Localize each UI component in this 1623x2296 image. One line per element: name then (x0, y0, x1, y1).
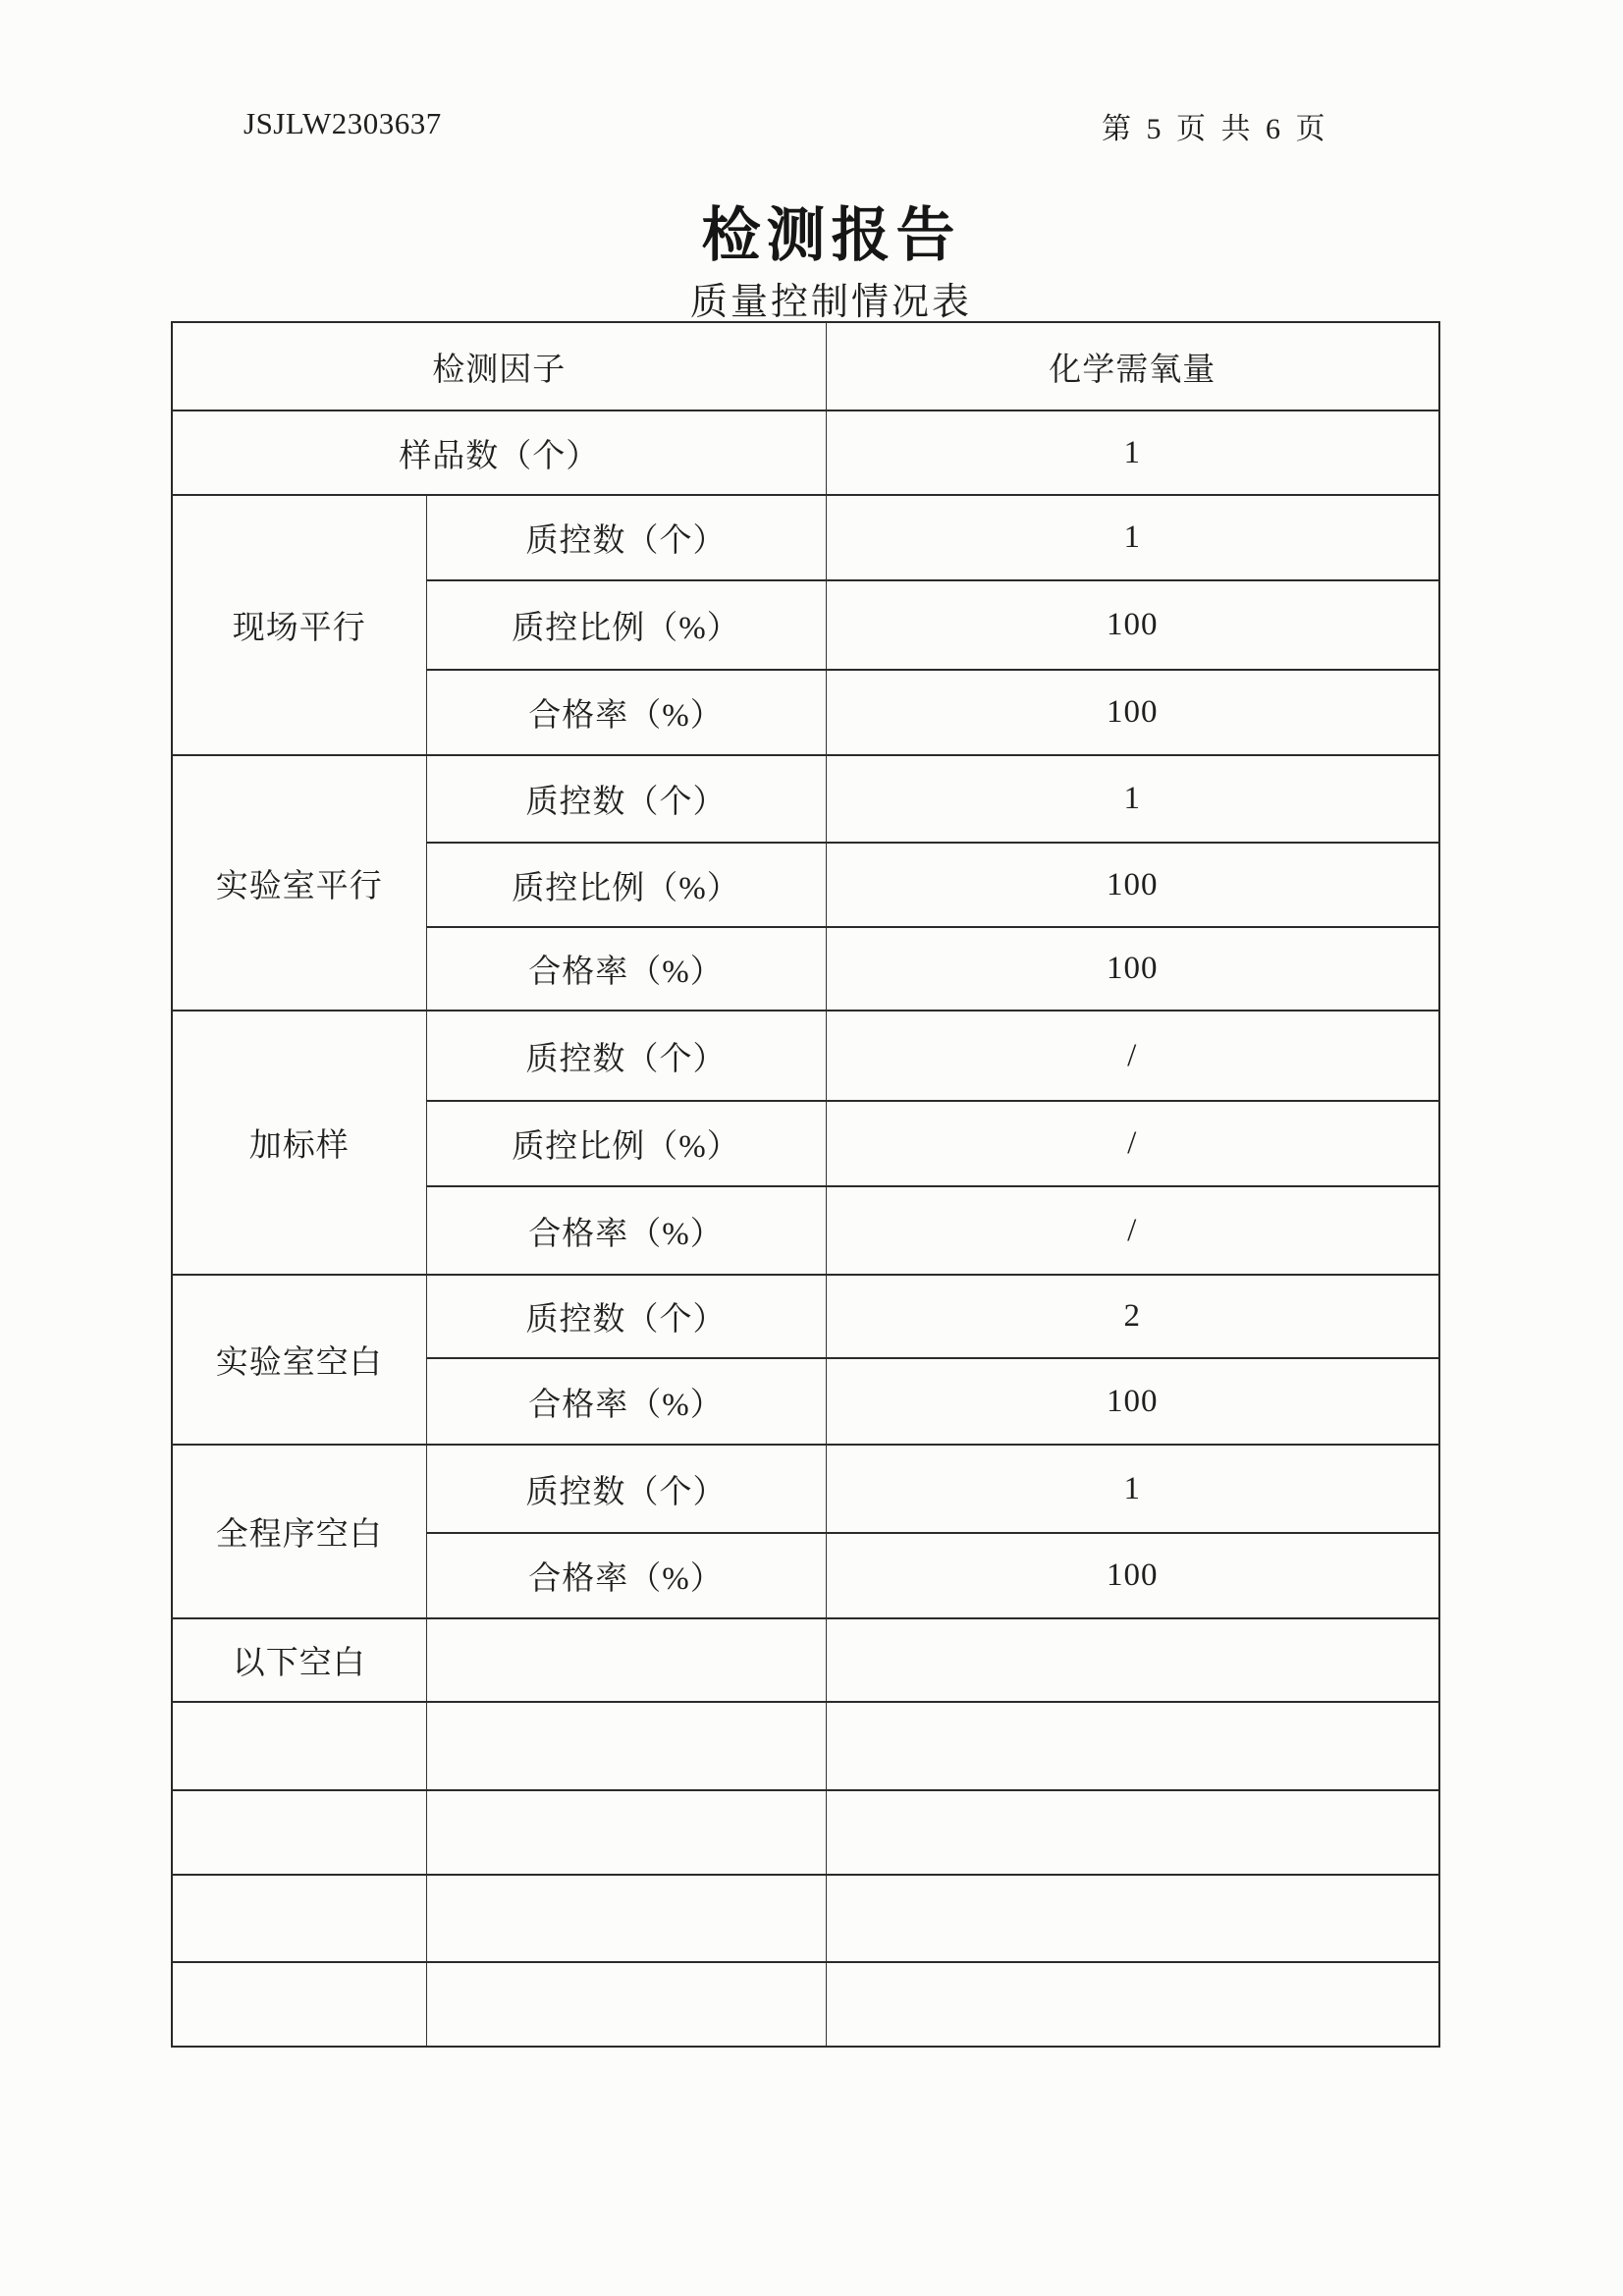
empty-cell (826, 1875, 1439, 1962)
table-row (172, 322, 1439, 410)
metric-value: 100 (826, 1358, 1439, 1445)
empty-cell (826, 1962, 1439, 2047)
empty-cell (426, 1962, 826, 2047)
report-code: JSJLW2303637 (243, 106, 442, 140)
group-label-lab-blank: 实验室空白 (172, 1275, 426, 1445)
metric-value: / (826, 1011, 1439, 1101)
table-row (172, 1011, 1439, 1101)
empty-cell (826, 1702, 1439, 1790)
metric-label: 质控数（个） (426, 495, 826, 580)
trailing-blank-label: 以下空白 (172, 1618, 426, 1702)
page-title: 检测报告 (701, 203, 961, 268)
group-label-lab-parallel: 实验室平行 (172, 755, 426, 1011)
sample-count-label: 样品数（个） (172, 410, 826, 495)
col-header-analyte: 化学需氧量 (826, 322, 1439, 410)
metric-label: 质控数（个） (426, 1445, 826, 1533)
metric-value: 100 (826, 580, 1439, 670)
qc-table (171, 321, 1440, 2048)
table-row (172, 1445, 1439, 1533)
metric-label: 质控数（个） (426, 1275, 826, 1358)
empty-cell (426, 1875, 826, 1962)
metric-value: 1 (826, 755, 1439, 843)
empty-cell (426, 1702, 826, 1790)
metric-label: 合格率（%） (426, 1186, 826, 1275)
empty-cell (826, 1790, 1439, 1875)
metric-value: / (826, 1186, 1439, 1275)
table-row (172, 1790, 1439, 1875)
metric-label: 合格率（%） (426, 927, 826, 1011)
metric-label: 质控比例（%） (426, 1101, 826, 1186)
group-label-procedure-blank: 全程序空白 (172, 1445, 426, 1618)
metric-value: 1 (826, 1445, 1439, 1533)
metric-value: 2 (826, 1275, 1439, 1358)
metric-value: 1 (826, 495, 1439, 580)
empty-cell (172, 1875, 426, 1962)
table-row (172, 1702, 1439, 1790)
empty-cell (172, 1962, 426, 2047)
metric-value: 100 (826, 670, 1439, 755)
metric-label: 质控比例（%） (426, 580, 826, 670)
empty-cell (826, 1618, 1439, 1702)
metric-value: 100 (826, 1533, 1439, 1618)
metric-label: 合格率（%） (426, 1358, 826, 1445)
metric-label: 合格率（%） (426, 1533, 826, 1618)
metric-value: / (826, 1101, 1439, 1186)
table-row (172, 755, 1439, 843)
table-row (172, 1275, 1439, 1358)
metric-label: 合格率（%） (426, 670, 826, 755)
metric-label: 质控数（个） (426, 1011, 826, 1101)
empty-cell (426, 1790, 826, 1875)
metric-label: 质控数（个） (426, 755, 826, 843)
group-label-field-parallel: 现场平行 (172, 495, 426, 755)
table-row (172, 410, 1439, 495)
metric-value: 100 (826, 927, 1439, 1011)
metric-label: 质控比例（%） (426, 843, 826, 927)
page-indicator: 第 5 页 共 6 页 (1102, 113, 1325, 145)
table-row (172, 1618, 1439, 1702)
empty-cell (426, 1618, 826, 1702)
table-row (172, 1875, 1439, 1962)
col-header-factor: 检测因子 (172, 322, 826, 410)
empty-cell (172, 1702, 426, 1790)
empty-cell (172, 1790, 426, 1875)
group-label-spiked-sample: 加标样 (172, 1011, 426, 1275)
table-row (172, 495, 1439, 580)
table-caption: 质量控制情况表 (689, 282, 972, 323)
metric-value: 100 (826, 843, 1439, 927)
sample-count-value: 1 (826, 410, 1439, 495)
table-row (172, 1962, 1439, 2047)
